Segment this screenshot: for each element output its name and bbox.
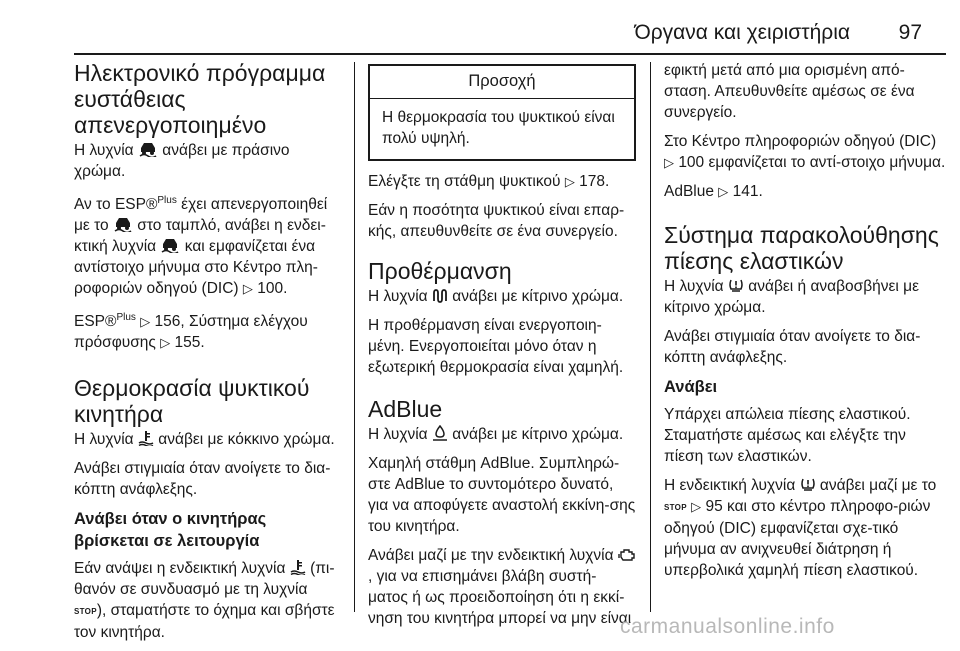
column-1	[74, 60, 344, 651]
page-reference[interactable]: 156, Σύστημα ελέγχου πρόσφυσης	[74, 313, 308, 351]
paragraph: Υπάρχει απώλεια πίεσης ελαστικού. Σταματήστε αμέσως και ελέγξτε την πίεση των ελαστικών.	[664, 406, 911, 465]
caution-box	[368, 64, 636, 161]
section-title-adblue: AdBlue	[368, 396, 443, 422]
watermark: carmanualsonline.info	[620, 615, 835, 638]
page-reference[interactable]: 100 εμφανίζεται το αντί-στοιχο μήνυμα.	[678, 154, 946, 171]
paragraph: Η λυχνία ανάβει με κόκκινο χρώμα.	[74, 431, 335, 448]
coolant-thermometer-icon	[138, 430, 154, 446]
adblue-fluid-icon	[432, 425, 448, 441]
chapter-title: Όργανα και χειριστήρια	[634, 21, 850, 44]
stop-icon: STOP	[664, 503, 687, 512]
reference-arrow-icon: ▷	[664, 155, 674, 170]
paragraph: Η ενδεικτική λυχνία ανάβει μαζί με το STOP ▷ 95 και στο κέντρο πληροφο-ριών οδηγού (DIC) εμφανίζεται σχε-τικό μήνυμα αν ανιχνευθεί διάτρηση ή υπερβολικά χαμηλή πίεση ελαστικού.	[664, 477, 937, 579]
paragraph: Ανάβει στιγμιαία όταν ανοίγετε το δια-κόπτη ανάφλεξης.	[74, 460, 331, 498]
page-reference[interactable]: 155.	[174, 334, 205, 351]
paragraph: Η λυχνία ανάβει με κίτρινο χρώμα.	[368, 426, 624, 443]
esp-off-car-icon	[113, 216, 133, 232]
page-number: 97	[898, 21, 922, 44]
page-reference[interactable]: 141.	[732, 183, 763, 200]
header-divider	[74, 53, 946, 55]
reference-arrow-icon: ▷	[242, 281, 253, 296]
paragraph: Ανάβει στιγμιαία όταν ανοίγετε το δια-κόπτη ανάφλεξης.	[664, 328, 921, 366]
column-divider	[650, 62, 651, 612]
paragraph: Στο Κέντρο πληροφοριών οδηγού (DIC) ▷ 100 εμφανίζεται το αντί-στοιχο μήνυμα.	[664, 133, 946, 171]
paragraph: ESP®$^{Plus}$ ▷ 156, Σύστημα ελέγχου πρόσφυσης ▷ 155.	[74, 312, 308, 351]
column-3	[664, 60, 948, 589]
paragraph: Ελέγξτε τη στάθμη ψυκτικού ▷ 178.	[368, 173, 610, 190]
caution-body: Η θερμοκρασία του ψυκτικού είναι πολύ υψηλή.	[382, 109, 615, 147]
paragraph: Η λυχνία ανάβει με πράσινο χρώμα.	[74, 142, 290, 180]
reference-arrow-icon: ▷	[140, 314, 151, 329]
esp-off-car-icon	[138, 141, 158, 157]
paragraph: Εάν ανάψει η ενδεικτική λυχνία (πι-θανόν σε συνδυασμό με τη λυχνία STOP), σταματήστε το όχημα και σβήστε τον κινητήρα.	[74, 560, 335, 641]
coolant-thermometer-icon	[290, 559, 306, 575]
column-2	[368, 64, 636, 637]
reference-arrow-icon: ▷	[564, 174, 575, 189]
subsection-title: Ανάβει όταν ο κινητήρας βρίσκεται σε λειτουργία	[74, 510, 267, 550]
subsection-title: Ανάβει	[664, 378, 718, 396]
esp-off-car-icon	[160, 237, 180, 253]
tyre-pressure-icon	[728, 277, 744, 293]
paragraph: Αν το ESP®$^{Plus}$ έχει απενεργοποιηθεί με το στο ταμπλό, ανάβει η ενδει-κτική λυχνία και εμφανίζεται ένα αντίστοιχο μήνυμα στο Κέντρο πλη-ροφοριών οδηγού (DIC) ▷ 100.	[74, 195, 328, 297]
reference-arrow-icon: ▷	[160, 335, 171, 350]
reference-arrow-icon: ▷	[691, 499, 702, 514]
reference-arrow-icon: ▷	[718, 184, 729, 199]
section-title-coolant: Θερμοκρασία ψυκτικού κινητήρα	[74, 375, 310, 427]
page-reference[interactable]: 100.	[257, 280, 288, 297]
paragraph: Η προθέρμανση είναι ενεργοποιη-μένη. Ενεργοποιείται μόνο όταν η εξωτερική θερμοκρασία είναι χαμηλή.	[368, 317, 624, 376]
section-title-esp-off: Ηλεκτρονικό πρόγραμμα ευστάθειας απενεργοποιημένο	[74, 60, 326, 138]
caution-title: Προσοχή	[370, 66, 634, 99]
paragraph: Η λυχνία ανάβει ή αναβοσβήνει με κίτρινο χρώμα.	[664, 278, 920, 316]
preheating-coil-icon	[432, 289, 448, 303]
paragraph: Χαμηλή στάθμη AdBlue. Συμπληρώ-στε AdBlue το συντομότερο δυνατό, για να αποφύγετε αναστολή εκκίνη-σης του κινητήρα.	[368, 455, 636, 535]
check-engine-icon	[618, 548, 636, 562]
tyre-pressure-icon	[800, 476, 816, 492]
paragraph: Εάν η ποσότητα ψυκτικού είναι επαρ-κής, απευθυνθείτε σε ένα συνεργείο.	[368, 202, 625, 240]
section-title-tyre-pressure: Σύστημα παρακολούθησης πίεσης ελαστικών	[664, 222, 939, 274]
stop-icon: STOP	[74, 607, 97, 616]
paragraph: Η λυχνία ανάβει με κίτρινο χρώμα.	[368, 288, 624, 305]
page-header	[0, 0, 960, 58]
paragraph: Ανάβει μαζί με την ενδεικτική λυχνία , για να επισημάνει βλάβη συστή-ματος ή ως προειδοποίηση ότι η εκκί-νηση του κινητήρα μπορεί να μην είναι	[368, 545, 636, 629]
paragraph: εφικτή μετά από μια ορισμένη από-σταση. Απευθυνθείτε αμέσως σε ένα συνεργείο.	[664, 62, 915, 121]
paragraph: AdBlue ▷ 141.	[664, 183, 763, 200]
section-title-preheat: Προθέρμανση	[368, 258, 512, 284]
page-reference[interactable]: 178.	[579, 173, 610, 190]
column-divider	[354, 62, 355, 612]
